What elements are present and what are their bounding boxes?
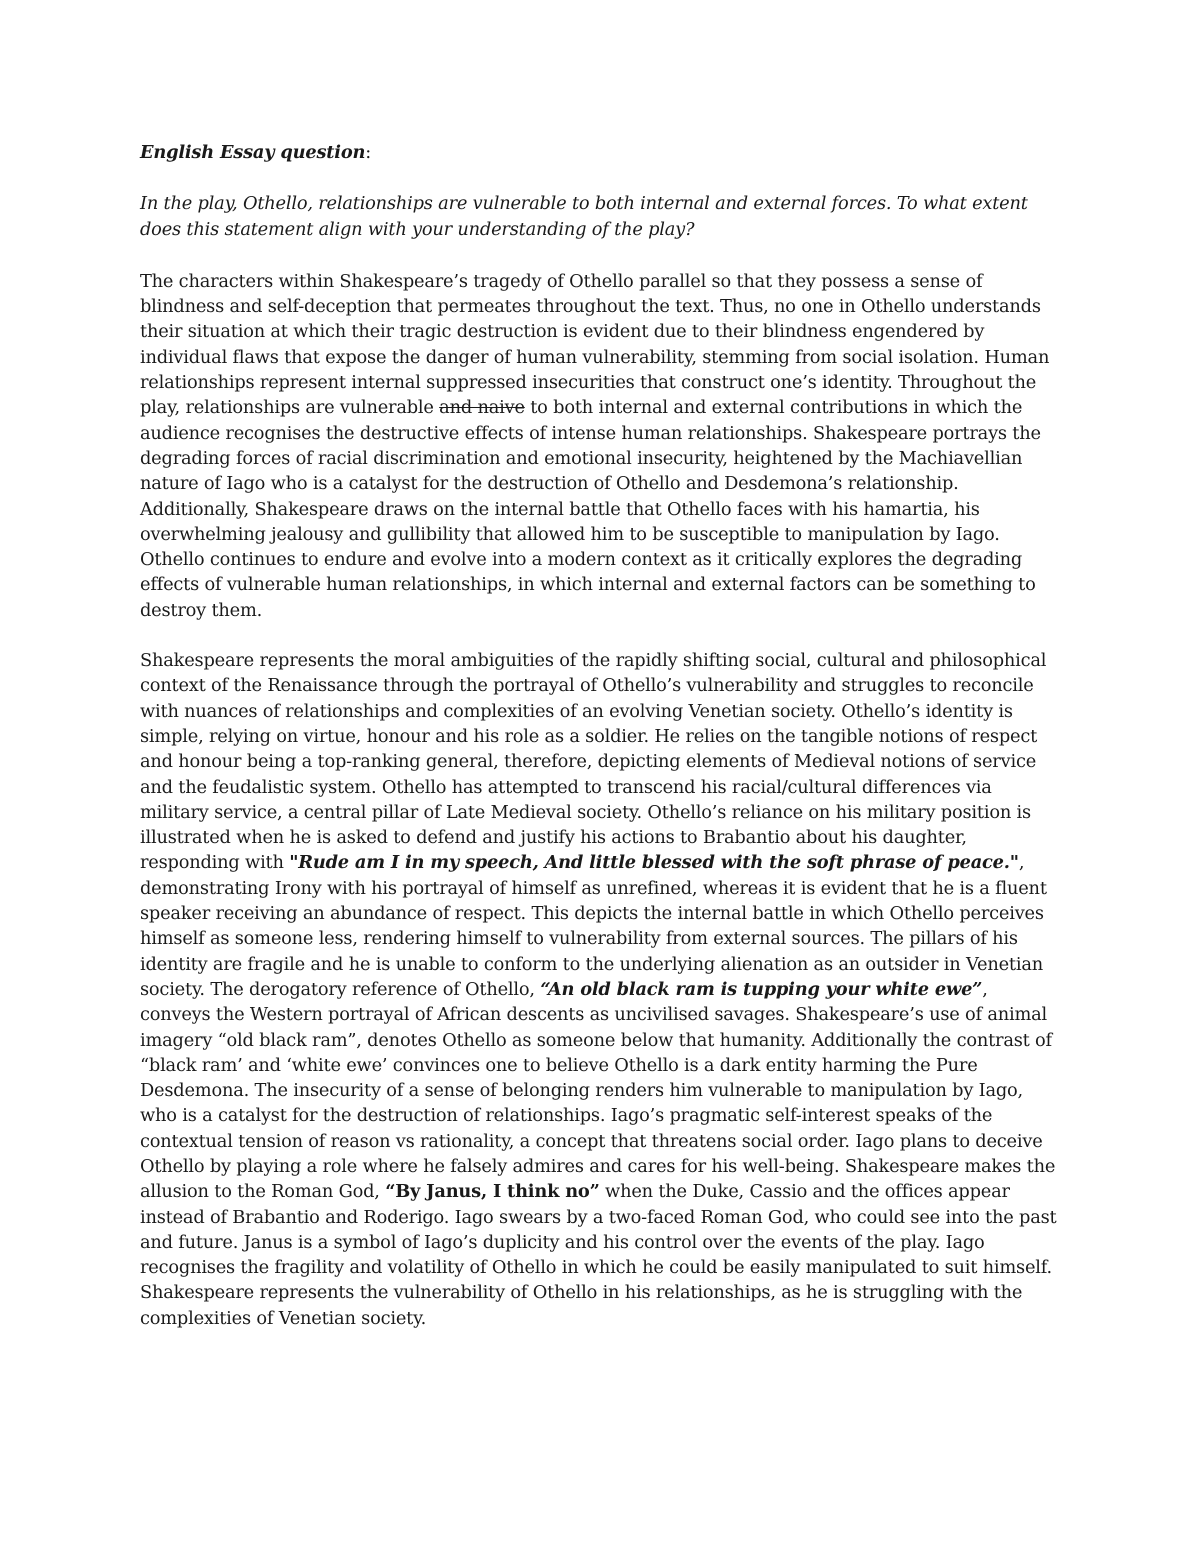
essay-heading-label: English Essay question [140,142,366,163]
essay-heading [140,140,1060,165]
essay-heading-colon: : [365,142,372,163]
paragraph-text: , demonstrating Irony with his portrayal of himself as unrefined, whereas it is evident that he is a fluent speaker receiving an abundance of respect. This depicts the internal battle in which Othello perceives himself as someone less, rendering himself to vulnerability from external sources. The pillars of his identity are fragile and he is unable to conform to the underlying alienation as an outsider in Venetian society. The derogatory reference of Othello, [140,852,1047,1000]
quote-by-janus: “By Janus, I think no” [385,1181,600,1203]
essay-question: In the play, Othello, relationships are vulnerable to both internal and external forces. To what extent does this statement align with your understanding of the play? [140,193,1028,240]
paragraph-introduction [140,269,1060,623]
document-page [140,140,1060,1356]
struck-through-text: and naive [439,397,525,419]
paragraph-text: Shakespeare represents the moral ambiguities of the rapidly shifting social, cultural and philosophical context of the Renaissance through the portrayal of Othello’s vulnerability and struggles to reconcile with nuances of relationships and complexities of an evolving Venetian society. Othello’s identity is simple, relying on virtue, honour and his role as a soldier. He relies on the tangible notions of respect and honour being a top-ranking general, therefore, depicting elements of Medieval notions of service and the feudalistic system. Othello has attempted to transcend his racial/cultural differences via military service, a central pillar of Late Medieval society. Othello’s reliance on his military position is illustrated when he is asked to defend and justify his actions to Brabantio about his daughter, responding with [140,650,1047,874]
quote-old-black-ram: “An old black ram is tupping your white ewe” [540,978,983,1000]
quote-rude-am-i: "Rude am I in my speech, And little blessed with the soft phrase of peace." [289,852,1019,874]
paragraph-text: to both internal and external contributions in which the audience recognises the destructive effects of intense human relationships. Shakespeare portrays the degrading forces of racial discrimination and emotional insecurity, heightened by the Machiavellian nature of Iago who is a catalyst for the destruction of Othello and Desdemona’s relationship. Additionally, Shakespeare draws on the internal battle that Othello faces with his hamartia, his overwhelming jealousy and gullibility that allowed him to be susceptible to manipulation by Iago. Othello continues to endure and evolve into a modern context as it critically explores the degrading effects of vulnerable human relationships, in which internal and external factors can be something to destroy them. [140,397,1041,621]
paragraph-text: , conveys the Western portrayal of African descents as uncivilised savages. Shakespeare’s use of animal imagery “old black ram”, denotes Othello as someone below that humanity. Additionally the contrast of “black ram’ and ‘white ewe’ convinces one to believe Othello is a dark entity harming the Pure Desdemona. The insecurity of a sense of belonging renders him vulnerable to manipulation by Iago, who is a catalyst for the destruction of relationships. Iago’s pragmatic self-interest speaks of the contextual tension of reason vs rationality, a concept that threatens social order. Iago plans to deceive Othello by playing a role where he falsely admires and cares for his well-being. Shakespeare makes the allusion to the Roman God, [140,978,1056,1203]
paragraph-text: The characters within Shakespeare’s tragedy of Othello parallel so that they possess a sense of blindness and self-deception that permeates throughout the text. Thus, no one in Othello understands their situation at which their tragic destruction is evident due to their blindness engendered by individual flaws that expose the danger of human vulnerability, stemming from social isolation. Human relationships represent internal suppressed insecurities that construct one’s identity. Throughout the play, relationships are vulnerable [140,270,1050,419]
paragraph-body [140,648,1060,1331]
paragraph-text: when the Duke, Cassio and the offices appear instead of Brabantio and Roderigo. Iago swears by a two-faced Roman God, who could see into the past and future. Janus is a symbol of Iago’s duplicity and his control over the events of the play. Iago recognises the fragility and volatility of Othello in which he could be easily manipulated to suit himself. Shakespeare represents the vulnerability of Othello in his relationships, as he is struggling with the complexities of Venetian society. [140,1181,1057,1329]
